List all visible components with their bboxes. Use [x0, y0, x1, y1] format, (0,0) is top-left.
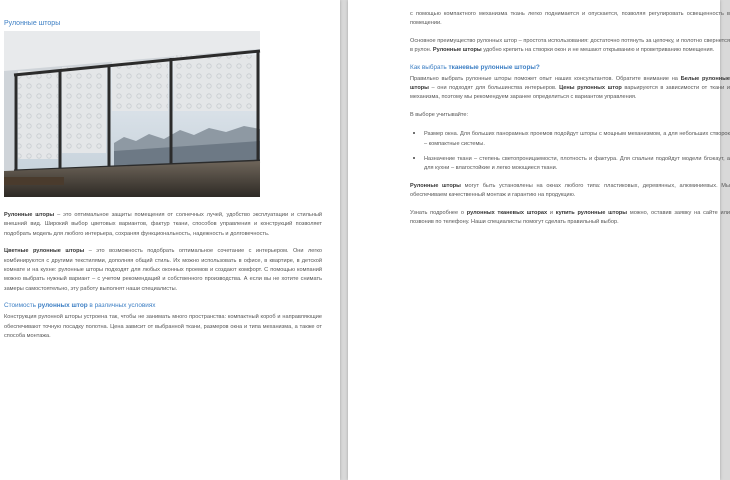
list-item: • Размер окна. Для больших панорамных проемов подойдут шторы с мощным механизмом, а для небольших створок – компактные системы. — [424, 128, 730, 149]
advantage-rest: удобно крепить на створки окон и не мешают открыванию и проветриванию помещения. — [481, 47, 715, 54]
price-subheading-bold: рулонных штор — [37, 302, 88, 310]
install-lead: Рулонные шторы — [410, 182, 461, 189]
color-blinds-lead: Цветные рулонные шторы — [4, 248, 85, 255]
color-blinds-text: – это возможность подобрать оптимальное сочетание с интерьером. Они легко комбинируются с другими текстилями, дополняя общий стиль. Их можно использовать в офисе, в квартире, в детской комнате и на кухне: рулонные шторы подходят для любых оконных проемов и создают комфорт. С помощью компаний можно выбрать нужный вариант – с учетом рекомендаций и собственного производства. А если вы не хотите снимать замеры самостоятельно, эту работу выполнят наши специалисты. — [4, 248, 323, 292]
intro-paragraph — [4, 211, 322, 239]
list-item: • Назначение ткани – степень светопроницаемости, плотность и фактура. Для спальни подойдут модели блэкаут, а для кухни – влагостойкие и легко моющиеся ткани. — [424, 153, 730, 174]
article-heading-link[interactable]: Рулонные шторы — [4, 20, 61, 27]
order-lead2: купить рулонные шторы — [555, 209, 628, 216]
install-text: могут быть установлены на окнах любого типа: пластиковых, деревянных, алюминиевых. Мы обеспечиваем качественный монтаж и гарантию на продукцию. — [410, 182, 730, 199]
price-subheading-text: Стоимость — [4, 302, 38, 310]
intro-lead: Рулонные шторы — [4, 212, 55, 218]
left-page — [0, 0, 340, 480]
right-content — [410, 10, 730, 236]
right-page — [348, 0, 730, 480]
choose-lead2: Цены рулонных штор — [559, 85, 622, 92]
how-to-choose-bold: тканевые рулонные шторы? — [448, 63, 540, 71]
construction-paragraph: Конструкция рулонной шторы устроена так, чтобы не занимать много пространства: компактный короб и направляющие обеспечивают точную посадку полотна. Цена зависит от выбранной ткани, размеров окна и типа механизма, а также от способа монтажа. — [4, 314, 322, 340]
order-mid: и — [547, 209, 556, 216]
list-intro: В выборе учитывайте: — [410, 111, 469, 118]
price-subheading-rest: в различных условиях — [87, 302, 156, 310]
choose-paragraph — [410, 75, 730, 103]
left-content — [4, 20, 322, 349]
criteria-list — [410, 128, 730, 174]
advantage-lead: Рулонные шторы — [432, 47, 482, 54]
price-subheading[interactable] — [4, 302, 322, 309]
color-blinds-paragraph — [4, 247, 322, 294]
order-rest: можно, оставив заявку на сайте или позвонив по телефону. Наши специалисты помогут сделать правильный выбор. — [410, 209, 730, 226]
choose-lead: Белые рулонные шторы — [410, 75, 730, 92]
choose-rest: варьируются в зависимости от ткани и механизма, поэтому мы рекомендуем заранее определиться с вариантом управления. — [410, 85, 730, 101]
how-to-choose-subheading[interactable] — [410, 64, 730, 71]
advantage-text: Основное преимущество рулонных штор – простота использования: достаточно потянуть за цепочку, и полотно свернется в рулон. — [410, 37, 730, 54]
intro-text: – это оптимальное защиты помещения от солнечных лучей, удобство эксплуатации и стильный внешний вид. Широкий выбор цветовых вариантов, фактур ткани, способов управления и конструкций позволяет подобрать модель для любого интерьера, сохраняя функциональность, надежность и долговечность. — [4, 212, 322, 237]
choose-mid: – они подходят для большинства интерьеров. — [428, 85, 560, 92]
how-to-choose-text: Как выбрать — [410, 63, 449, 71]
mechanism-paragraph: с помощью компактного механизма ткань легко поднимается и опускается, позволяя регулировать освещенность в помещении. — [410, 11, 730, 27]
order-lead: рулонных тканевых шторах — [466, 209, 548, 216]
order-text: Узнать подробнее о — [410, 209, 467, 216]
choose-text: Правильно выбрать рулонные шторы поможет опыт наших консультантов. Обратите внимание на — [410, 75, 681, 82]
office-window-illustration — [4, 31, 260, 197]
roller-blinds-photo — [4, 31, 260, 197]
order-paragraph — [410, 209, 730, 228]
advantage-paragraph — [410, 37, 730, 56]
install-paragraph — [410, 182, 730, 201]
